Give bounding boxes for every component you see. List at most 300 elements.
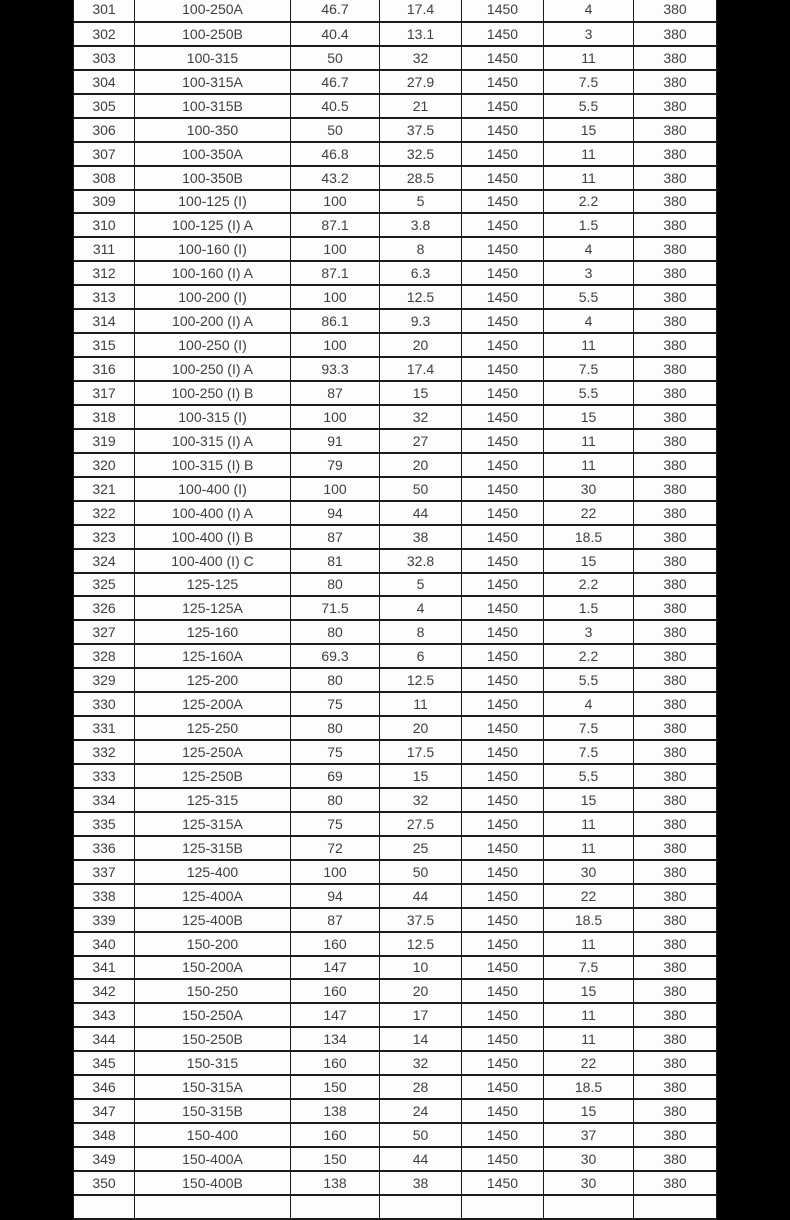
- table-cell: 150-315: [135, 1051, 291, 1075]
- table-cell: 100: [291, 477, 380, 501]
- table-cell: 100: [291, 285, 380, 309]
- table-cell: 32: [380, 46, 462, 70]
- table-cell: 11: [544, 166, 634, 190]
- table-cell: 380: [634, 501, 717, 525]
- table-cell: 100-315 (I) A: [135, 429, 291, 453]
- table-row: [74, 932, 717, 956]
- table-cell: 50: [380, 1123, 462, 1147]
- table-cell: 147: [291, 956, 380, 980]
- table-cell: 12.5: [380, 668, 462, 692]
- table-row: [74, 94, 717, 118]
- table-cell: 350: [74, 1171, 135, 1195]
- table-cell: 44: [380, 1147, 462, 1171]
- table-cell: 37: [544, 1123, 634, 1147]
- table-cell: 20: [380, 716, 462, 740]
- table-cell: 125-250A: [135, 740, 291, 764]
- table-cell: 40.5: [291, 94, 380, 118]
- table-cell: 380: [634, 716, 717, 740]
- table-cell: 5.5: [544, 668, 634, 692]
- table-cell: 32.8: [380, 549, 462, 573]
- table-cell: 3: [544, 620, 634, 644]
- table-row: [74, 668, 717, 692]
- table-cell: 30: [544, 860, 634, 884]
- table-row: [74, 788, 717, 812]
- table-cell: 80: [291, 788, 380, 812]
- table-cell: 5: [380, 573, 462, 597]
- table-cell: 150-250A: [135, 1003, 291, 1027]
- table-cell: 160: [291, 1123, 380, 1147]
- table-cell: 100-400 (I) A: [135, 501, 291, 525]
- table-cell: 308: [74, 166, 135, 190]
- table-row: [74, 0, 717, 22]
- table-cell: 32.5: [380, 142, 462, 166]
- table-row: [74, 285, 717, 309]
- table-cell: 18.5: [544, 908, 634, 932]
- table-cell: 1450: [462, 1171, 544, 1195]
- table-cell: 328: [74, 644, 135, 668]
- table-row: [74, 261, 717, 285]
- table-cell: 324: [74, 549, 135, 573]
- table-cell: 87.1: [291, 213, 380, 237]
- table-cell: 1450: [462, 525, 544, 549]
- table-row: [74, 501, 717, 525]
- table-cell: 17.4: [380, 357, 462, 381]
- table-cell: 335: [74, 812, 135, 836]
- table-row: [74, 381, 717, 405]
- table-cell: 1450: [462, 956, 544, 980]
- table-row: [74, 405, 717, 429]
- table-cell: 312: [74, 261, 135, 285]
- table-cell: 125-200A: [135, 692, 291, 716]
- table-cell: 347: [74, 1099, 135, 1123]
- table-cell: 2.2: [544, 573, 634, 597]
- table-cell: 150-400A: [135, 1147, 291, 1171]
- table-cell: 100-315 (I): [135, 405, 291, 429]
- table-cell: 380: [634, 812, 717, 836]
- table-cell: 150-250: [135, 979, 291, 1003]
- table-cell: 87: [291, 381, 380, 405]
- table-cell: 44: [380, 501, 462, 525]
- table-cell: 380: [634, 405, 717, 429]
- table-cell: 100-250A: [135, 0, 291, 22]
- table-cell: 87: [291, 525, 380, 549]
- table-cell: 7.5: [544, 956, 634, 980]
- table-cell: 305: [74, 94, 135, 118]
- table-cell: 1450: [462, 453, 544, 477]
- table-cell: 20: [380, 333, 462, 357]
- table-cell: 5.5: [544, 764, 634, 788]
- table-cell: 100: [291, 405, 380, 429]
- table-cell: 1450: [462, 836, 544, 860]
- table-cell: 380: [634, 1147, 717, 1171]
- table-row: [74, 812, 717, 836]
- spec-table-body: [74, 0, 717, 1219]
- table-cell: 69: [291, 764, 380, 788]
- table-cell: 15: [544, 788, 634, 812]
- table-row: [74, 309, 717, 333]
- table-cell: 329: [74, 668, 135, 692]
- table-cell: 380: [634, 285, 717, 309]
- table-cell: 323: [74, 525, 135, 549]
- table-cell: 11: [544, 812, 634, 836]
- table-cell: 22: [544, 1051, 634, 1075]
- table-cell: 125-125: [135, 573, 291, 597]
- table-cell: 69.3: [291, 644, 380, 668]
- table-cell: 380: [634, 477, 717, 501]
- table-cell: 380: [634, 1003, 717, 1027]
- table-cell: 12.5: [380, 932, 462, 956]
- table-cell: 380: [634, 979, 717, 1003]
- table-cell: 5: [380, 190, 462, 214]
- table-cell: 160: [291, 932, 380, 956]
- table-cell: 1450: [462, 166, 544, 190]
- table-cell: 380: [634, 549, 717, 573]
- table-cell: 11: [544, 453, 634, 477]
- table-cell: 46.7: [291, 0, 380, 22]
- table-cell: 1450: [462, 716, 544, 740]
- table-cell: 15: [544, 405, 634, 429]
- table-cell: 306: [74, 118, 135, 142]
- table-cell: 349: [74, 1147, 135, 1171]
- table-cell: 3: [544, 261, 634, 285]
- table-cell: 380: [634, 836, 717, 860]
- table-cell: 1.5: [544, 213, 634, 237]
- table-cell: 11: [544, 932, 634, 956]
- table-cell: 4: [544, 237, 634, 261]
- table-cell: 150-315A: [135, 1075, 291, 1099]
- table-cell: 380: [634, 932, 717, 956]
- table-row: [74, 1171, 717, 1195]
- table-cell: 319: [74, 429, 135, 453]
- table-cell: 100-315: [135, 46, 291, 70]
- table-cell: [634, 1195, 717, 1219]
- table-cell: 1450: [462, 1051, 544, 1075]
- table-cell: 380: [634, 740, 717, 764]
- table-row: [74, 836, 717, 860]
- table-cell: 7.5: [544, 357, 634, 381]
- table-row: [74, 333, 717, 357]
- table-cell: 1450: [462, 1147, 544, 1171]
- table-cell: 8: [380, 620, 462, 644]
- table-cell: 380: [634, 190, 717, 214]
- table-cell: 100-160 (I) A: [135, 261, 291, 285]
- table-cell: 100-250 (I) B: [135, 381, 291, 405]
- table-cell: 1450: [462, 213, 544, 237]
- table-cell: 100: [291, 190, 380, 214]
- table-row: [74, 884, 717, 908]
- table-cell: 380: [634, 309, 717, 333]
- table-cell: 5.5: [544, 381, 634, 405]
- table-cell: 50: [291, 118, 380, 142]
- table-cell: 3: [544, 22, 634, 46]
- table-cell: 380: [634, 118, 717, 142]
- table-row: [74, 190, 717, 214]
- table-cell: 81: [291, 549, 380, 573]
- table-cell: 336: [74, 836, 135, 860]
- table-cell: 100: [291, 333, 380, 357]
- table-row: [74, 1003, 717, 1027]
- table-cell: 345: [74, 1051, 135, 1075]
- table-cell: 11: [544, 333, 634, 357]
- table-cell: 2.2: [544, 644, 634, 668]
- table-cell: 79: [291, 453, 380, 477]
- table-cell: 313: [74, 285, 135, 309]
- table-cell: 150-200: [135, 932, 291, 956]
- table-row: [74, 142, 717, 166]
- table-cell: 380: [634, 46, 717, 70]
- table-cell: 12.5: [380, 285, 462, 309]
- table-cell: 20: [380, 453, 462, 477]
- table-row: [74, 956, 717, 980]
- table-cell: 100-250 (I) A: [135, 357, 291, 381]
- table-cell: 326: [74, 596, 135, 620]
- table-cell: 100-200 (I) A: [135, 309, 291, 333]
- table-cell: 28: [380, 1075, 462, 1099]
- table-cell: 125-315B: [135, 836, 291, 860]
- table-cell: 11: [544, 1027, 634, 1051]
- table-cell: 1450: [462, 405, 544, 429]
- table-cell: 71.5: [291, 596, 380, 620]
- table-cell: 348: [74, 1123, 135, 1147]
- table-cell: 10: [380, 956, 462, 980]
- table-cell: 1450: [462, 1123, 544, 1147]
- table-cell: 333: [74, 764, 135, 788]
- table-cell: 150: [291, 1147, 380, 1171]
- table-cell: 1450: [462, 477, 544, 501]
- table-cell: 318: [74, 405, 135, 429]
- table-cell: 301: [74, 0, 135, 22]
- table-cell: 80: [291, 573, 380, 597]
- table-cell: 5.5: [544, 285, 634, 309]
- table-cell: 100: [291, 860, 380, 884]
- table-cell: 32: [380, 788, 462, 812]
- table-cell: 100-400 (I): [135, 477, 291, 501]
- table-cell: 150-400: [135, 1123, 291, 1147]
- table-cell: 22: [544, 884, 634, 908]
- table-cell: 27.9: [380, 70, 462, 94]
- table-cell: 380: [634, 1051, 717, 1075]
- table-cell: 380: [634, 453, 717, 477]
- table-cell: 9.3: [380, 309, 462, 333]
- table-cell: 15: [544, 549, 634, 573]
- table-cell: 93.3: [291, 357, 380, 381]
- table-cell: 1450: [462, 644, 544, 668]
- table-cell: 1450: [462, 1027, 544, 1051]
- table-cell: 1.5: [544, 596, 634, 620]
- table-cell: 1450: [462, 908, 544, 932]
- table-cell: 147: [291, 1003, 380, 1027]
- table-cell: 21: [380, 94, 462, 118]
- table-cell: 125-200: [135, 668, 291, 692]
- table-row: [74, 477, 717, 501]
- table-cell: 8: [380, 237, 462, 261]
- table-row: [74, 908, 717, 932]
- table-cell: 100: [291, 237, 380, 261]
- table-cell: 1450: [462, 1075, 544, 1099]
- table-cell: 380: [634, 429, 717, 453]
- table-cell: 1450: [462, 22, 544, 46]
- table-row: [74, 764, 717, 788]
- table-row: [74, 549, 717, 573]
- table-cell: 1450: [462, 94, 544, 118]
- table-cell: 380: [634, 261, 717, 285]
- table-row: [74, 716, 717, 740]
- table-cell: 380: [634, 0, 717, 22]
- table-cell: 6.3: [380, 261, 462, 285]
- table-cell: 125-315A: [135, 812, 291, 836]
- table-cell: 380: [634, 22, 717, 46]
- table-cell: 380: [634, 956, 717, 980]
- table-cell: 317: [74, 381, 135, 405]
- table-cell: [74, 1195, 135, 1219]
- table-cell: 380: [634, 381, 717, 405]
- table-cell: 150-315B: [135, 1099, 291, 1123]
- table-cell: 1450: [462, 596, 544, 620]
- table-row: [74, 166, 717, 190]
- table-cell: 100-125 (I): [135, 190, 291, 214]
- table-cell: 310: [74, 213, 135, 237]
- table-cell: 4: [544, 0, 634, 22]
- table-row: [74, 453, 717, 477]
- table-cell: 43.2: [291, 166, 380, 190]
- table-cell: 150-200A: [135, 956, 291, 980]
- table-cell: 4: [380, 596, 462, 620]
- table-cell: 2.2: [544, 190, 634, 214]
- table-cell: 380: [634, 333, 717, 357]
- table-cell: 1450: [462, 261, 544, 285]
- table-row: [74, 429, 717, 453]
- table-row-partial: [74, 1195, 717, 1219]
- table-row: [74, 596, 717, 620]
- table-row: [74, 1027, 717, 1051]
- table-cell: 380: [634, 620, 717, 644]
- table-row: [74, 740, 717, 764]
- table-cell: [380, 1195, 462, 1219]
- table-cell: 94: [291, 501, 380, 525]
- table-cell: 338: [74, 884, 135, 908]
- table-cell: 1450: [462, 309, 544, 333]
- table-cell: 5.5: [544, 94, 634, 118]
- table-cell: 380: [634, 525, 717, 549]
- table-cell: 11: [380, 692, 462, 716]
- table-cell: 309: [74, 190, 135, 214]
- table-cell: 380: [634, 668, 717, 692]
- table-cell: 11: [544, 1003, 634, 1027]
- table-cell: 38: [380, 525, 462, 549]
- table-cell: 380: [634, 1123, 717, 1147]
- table-cell: [544, 1195, 634, 1219]
- table-cell: 40.4: [291, 22, 380, 46]
- table-cell: 314: [74, 309, 135, 333]
- table-cell: 17.5: [380, 740, 462, 764]
- table-cell: 160: [291, 1051, 380, 1075]
- table-cell: 304: [74, 70, 135, 94]
- table-row: [74, 1075, 717, 1099]
- table-cell: 380: [634, 596, 717, 620]
- table-cell: 380: [634, 166, 717, 190]
- table-cell: 100-250 (I): [135, 333, 291, 357]
- table-cell: 15: [380, 764, 462, 788]
- table-row: [74, 692, 717, 716]
- table-cell: 380: [634, 70, 717, 94]
- table-cell: 44: [380, 884, 462, 908]
- table-cell: 327: [74, 620, 135, 644]
- table-cell: 38: [380, 1171, 462, 1195]
- table-cell: 17: [380, 1003, 462, 1027]
- table-cell: 125-125A: [135, 596, 291, 620]
- table-cell: 1450: [462, 357, 544, 381]
- table-cell: 343: [74, 1003, 135, 1027]
- table-cell: 11: [544, 836, 634, 860]
- table-cell: 337: [74, 860, 135, 884]
- table-cell: 100-315 (I) B: [135, 453, 291, 477]
- table-cell: 315: [74, 333, 135, 357]
- table-cell: 1450: [462, 142, 544, 166]
- table-cell: 380: [634, 1075, 717, 1099]
- table-cell: 100-160 (I): [135, 237, 291, 261]
- table-cell: 25: [380, 836, 462, 860]
- table-cell: 46.7: [291, 70, 380, 94]
- table-cell: 87: [291, 908, 380, 932]
- table-cell: 1450: [462, 381, 544, 405]
- table-row: [74, 1051, 717, 1075]
- table-cell: 1450: [462, 501, 544, 525]
- table-cell: 6: [380, 644, 462, 668]
- table-cell: 1450: [462, 333, 544, 357]
- table-cell: 1450: [462, 884, 544, 908]
- table-cell: 1450: [462, 118, 544, 142]
- table-row: [74, 46, 717, 70]
- table-cell: 15: [544, 118, 634, 142]
- table-row: [74, 525, 717, 549]
- table-cell: 380: [634, 908, 717, 932]
- table-cell: 303: [74, 46, 135, 70]
- table-cell: 1450: [462, 1003, 544, 1027]
- table-cell: 14: [380, 1027, 462, 1051]
- table-cell: 80: [291, 620, 380, 644]
- table-cell: 28.5: [380, 166, 462, 190]
- table-cell: 24: [380, 1099, 462, 1123]
- table-row: [74, 1123, 717, 1147]
- table-cell: 13.1: [380, 22, 462, 46]
- table-cell: 1450: [462, 979, 544, 1003]
- table-cell: 320: [74, 453, 135, 477]
- table-cell: 75: [291, 812, 380, 836]
- table-cell: 87.1: [291, 261, 380, 285]
- table-cell: 100-400 (I) C: [135, 549, 291, 573]
- table-cell: 1450: [462, 860, 544, 884]
- table-cell: 1450: [462, 70, 544, 94]
- table-cell: 125-160: [135, 620, 291, 644]
- table-scroll-region[interactable]: [73, 0, 717, 1220]
- table-cell: 30: [544, 1171, 634, 1195]
- table-cell: 1450: [462, 668, 544, 692]
- table-cell: 100-315A: [135, 70, 291, 94]
- table-cell: 125-160A: [135, 644, 291, 668]
- table-cell: 342: [74, 979, 135, 1003]
- table-cell: 100-350: [135, 118, 291, 142]
- table-cell: 7.5: [544, 740, 634, 764]
- table-cell: 86.1: [291, 309, 380, 333]
- table-cell: 15: [544, 979, 634, 1003]
- table-cell: 17.4: [380, 0, 462, 22]
- table-cell: 22: [544, 501, 634, 525]
- table-cell: 380: [634, 573, 717, 597]
- table-cell: 3.8: [380, 213, 462, 237]
- table-cell: 50: [291, 46, 380, 70]
- table-cell: 380: [634, 213, 717, 237]
- table-row: [74, 213, 717, 237]
